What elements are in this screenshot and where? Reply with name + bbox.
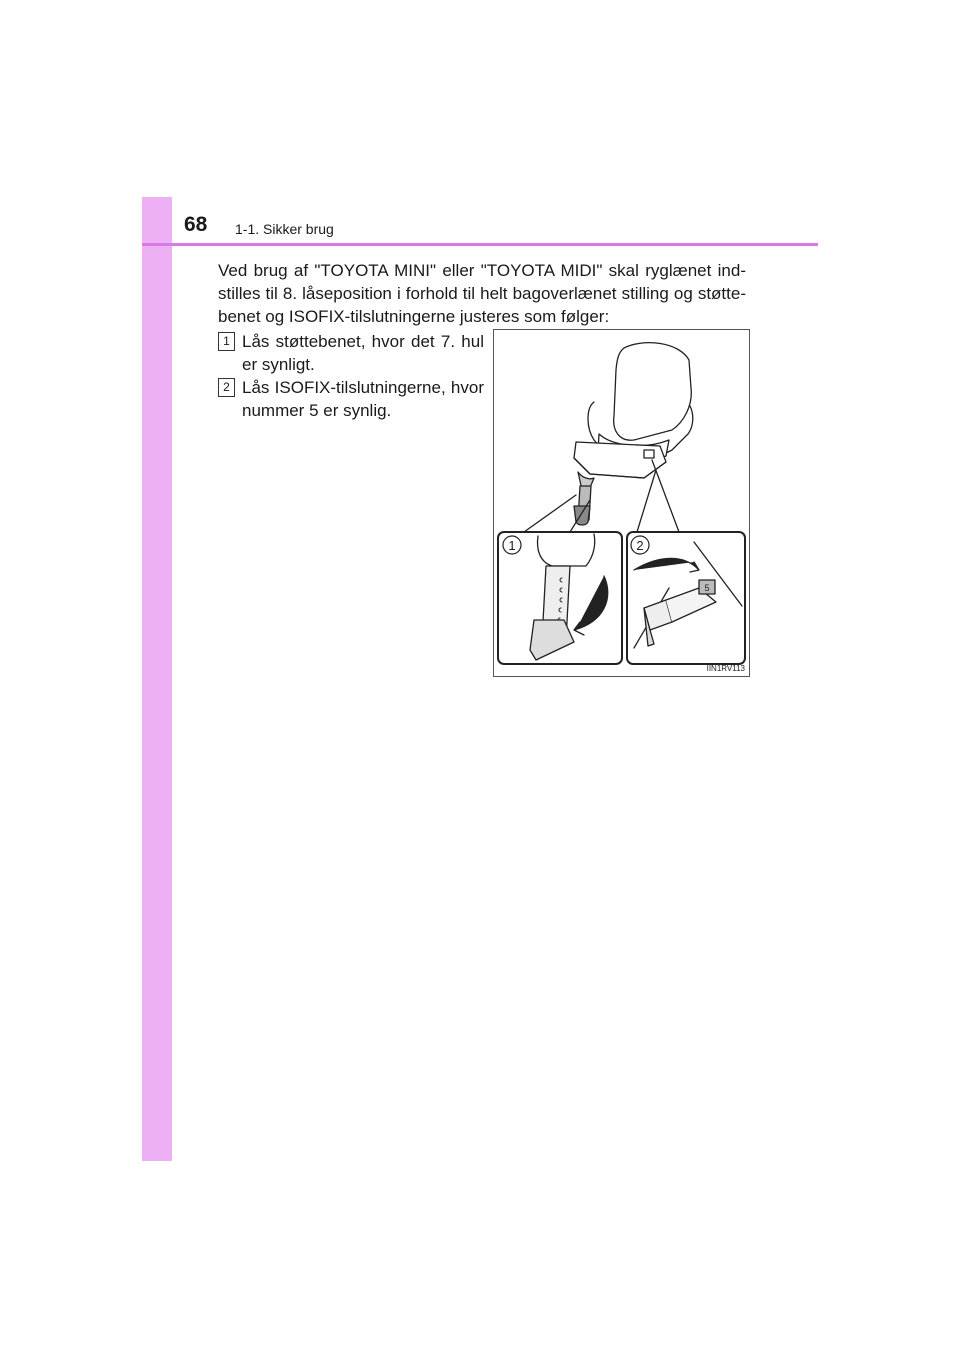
- callout-1-label: 1: [508, 538, 516, 553]
- callout-2-label: 2: [636, 538, 644, 553]
- step-text: Lås ISOFIX-tilslutningerne, hvor nummer 5 er synlig.: [242, 378, 484, 420]
- seat-backrest: [614, 343, 692, 441]
- child-seat-illustration: [493, 329, 750, 677]
- figure-code: IIN1RV113: [706, 664, 745, 673]
- isofix-latch-small: [644, 450, 654, 458]
- child-seat-drawing: [494, 330, 751, 678]
- side-tab-band: [142, 197, 172, 1161]
- isofix-number-label: 5: [704, 583, 710, 593]
- step-1: [218, 330, 484, 376]
- step-number: 2: [218, 378, 235, 397]
- section-title: 1-1. Sikker brug: [235, 221, 334, 237]
- intro-paragraph: Ved brug af "TOYOTA MINI" eller "TOYOTA MIDI" skal ryglænet ind-stilles til 8. låseposition i forhold til helt bagoverlænet stilling og støtte-benet og ISOFIX-tilslutningerne justeres som følger:: [218, 261, 746, 326]
- step-text: Lås støttebenet, hvor det 7. hul er synligt.: [242, 332, 484, 374]
- step-2: [218, 376, 484, 422]
- page-number: 68: [184, 213, 208, 236]
- header-rule: [142, 243, 818, 246]
- step-number: 1: [218, 332, 235, 351]
